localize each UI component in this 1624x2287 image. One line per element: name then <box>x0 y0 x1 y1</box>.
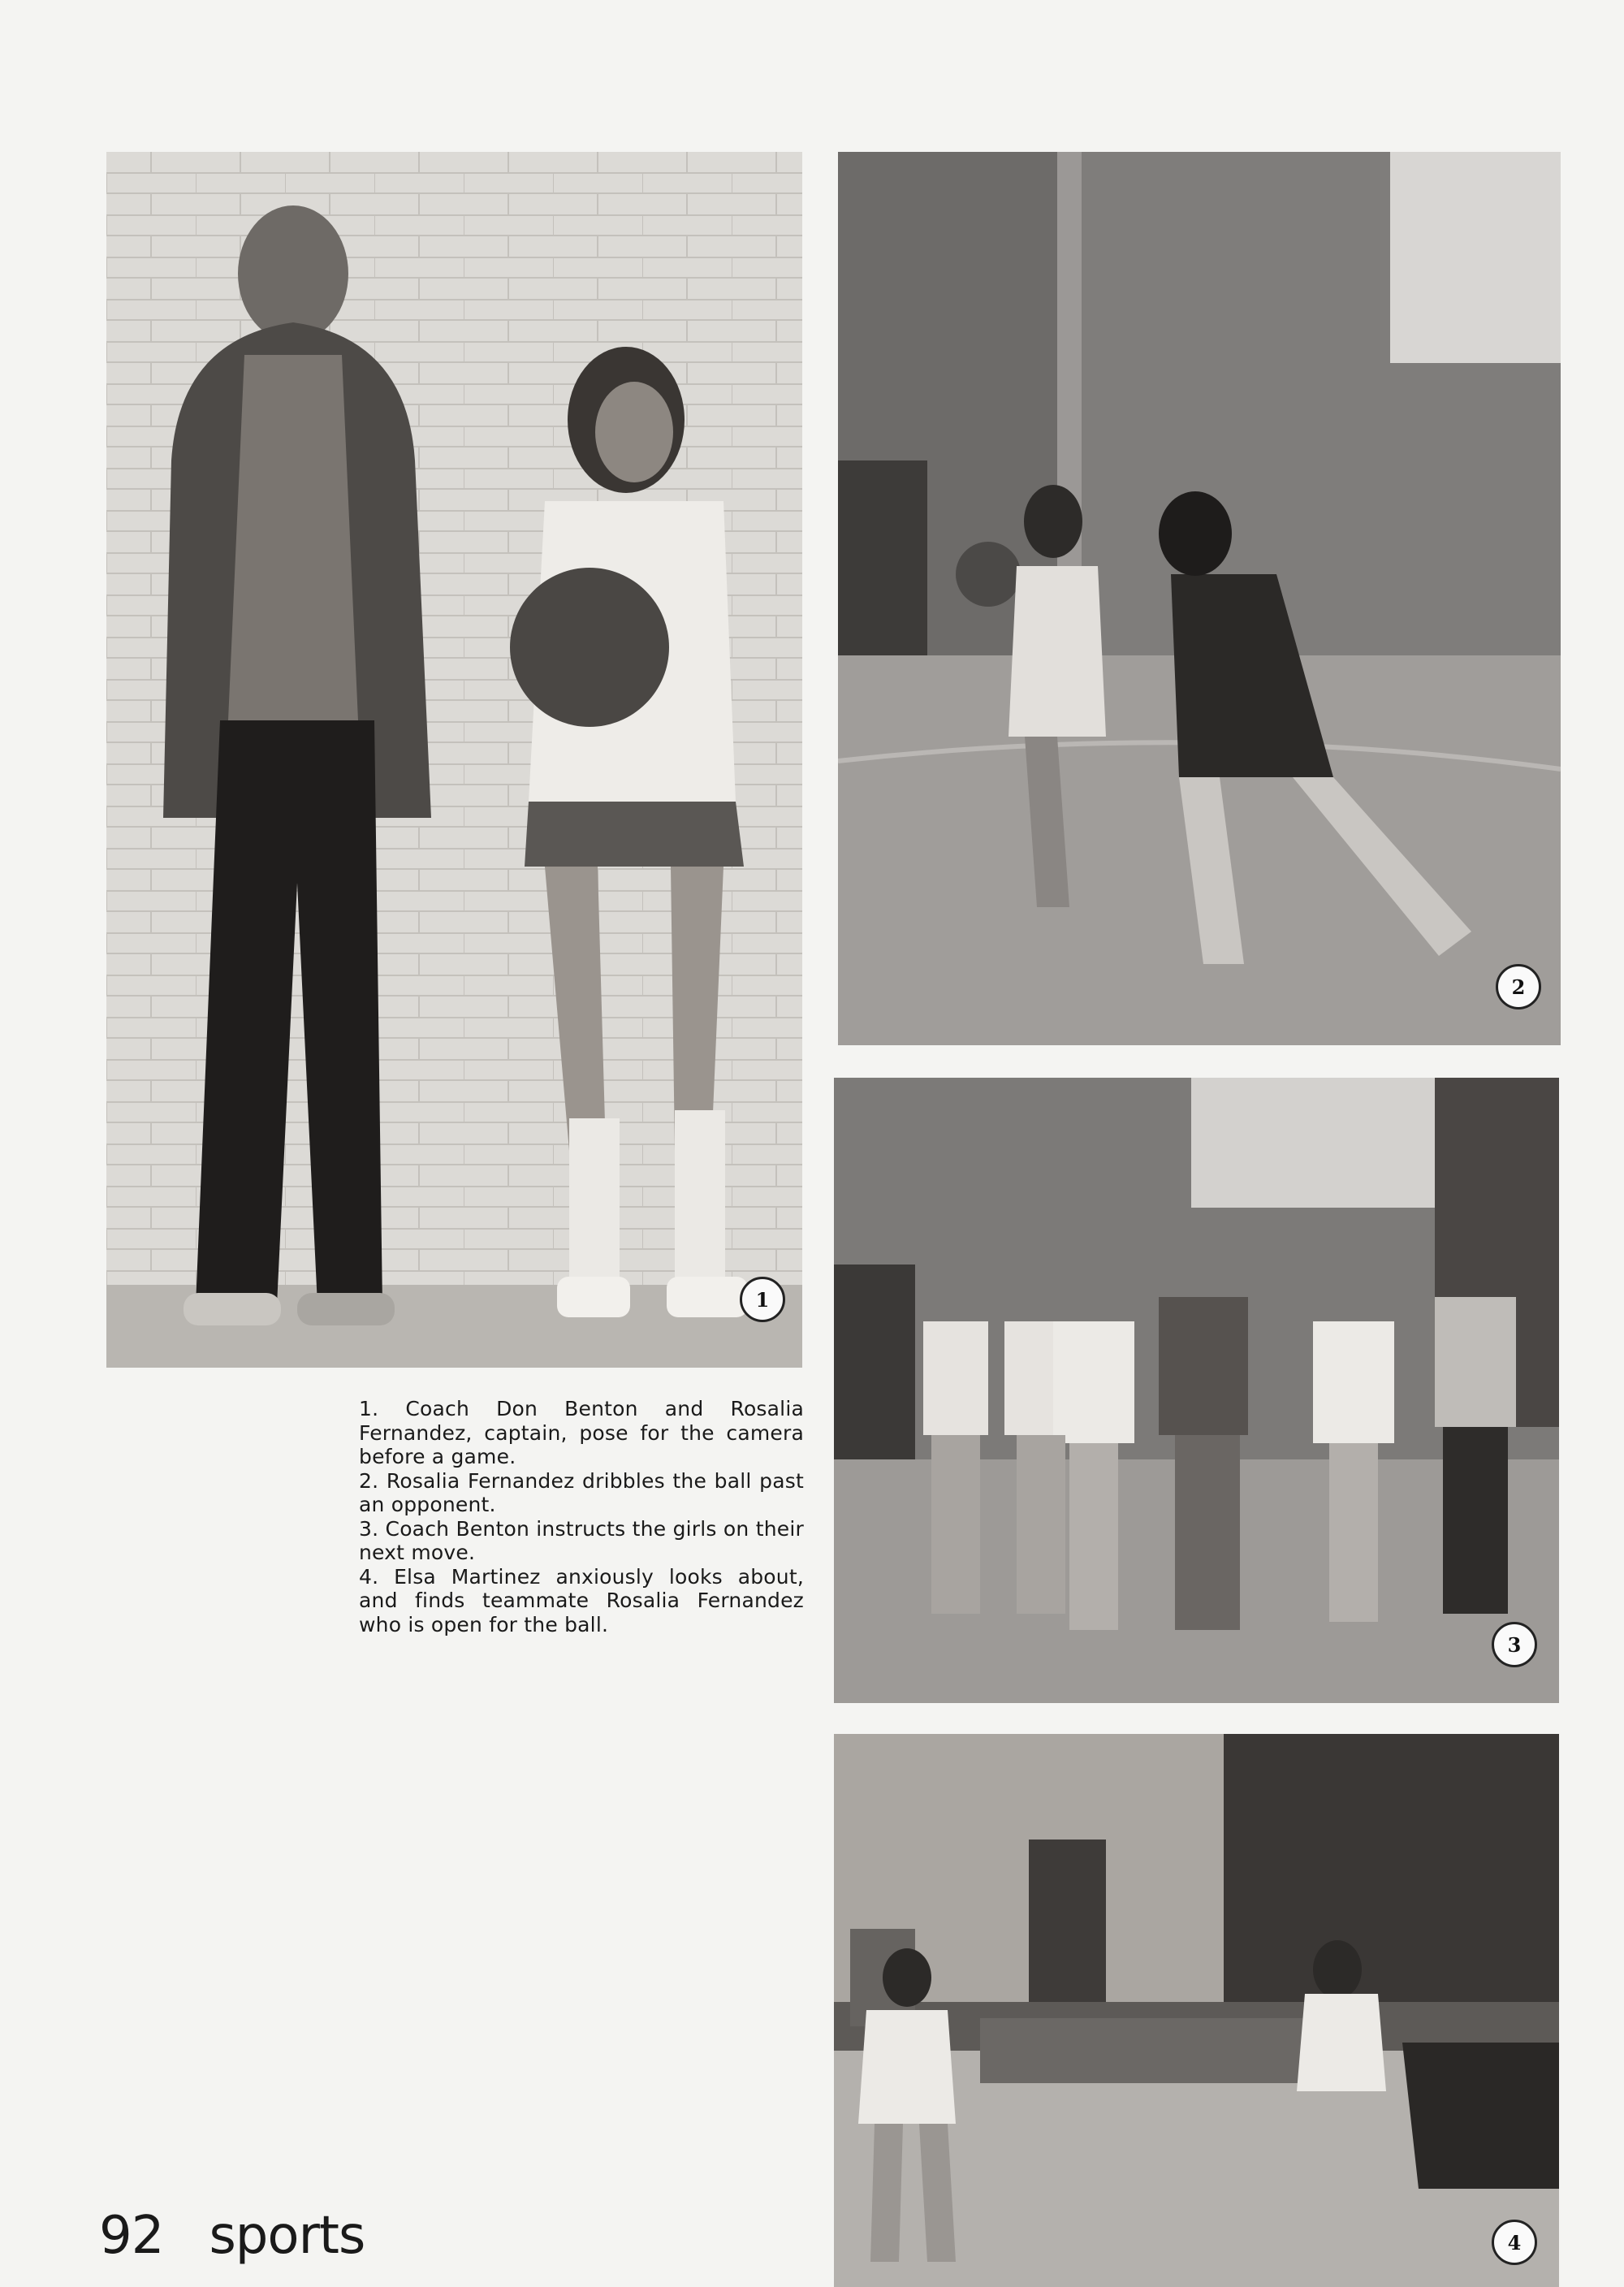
photo-number-badge: 1 <box>740 1277 785 1322</box>
page-folio <box>99 2206 365 2266</box>
photo-captions <box>359 1397 804 1636</box>
caption-3: 3. Coach Benton instructs the girls on their next move. <box>359 1516 804 1564</box>
photo-number-badge: 2 <box>1496 964 1541 1009</box>
caption-1: 1. Coach Don Benton and Rosalia Fernandez, captain, pose for the camera before a game. <box>359 1397 804 1468</box>
page-number: 92 <box>99 2206 164 2266</box>
section-title: sports <box>209 2206 365 2266</box>
photo-4-image <box>834 1734 1559 2287</box>
photo-2-image <box>838 152 1561 1045</box>
photo-number-badge: 4 <box>1492 2220 1537 2265</box>
photo-dribbling <box>838 152 1561 1045</box>
photo-coach-instructs <box>834 1078 1559 1703</box>
photo-finds-teammate <box>834 1734 1559 2287</box>
photo-1-image <box>106 152 802 1368</box>
photo-number-badge: 3 <box>1492 1622 1537 1667</box>
caption-2: 2. Rosalia Fernandez dribbles the ball past an opponent. <box>359 1468 804 1516</box>
photo-3-image <box>834 1078 1559 1703</box>
photo-coach-and-captain <box>106 152 802 1368</box>
caption-4: 4. Elsa Martinez anxiously looks about, and finds teammate Rosalia Fernandez who is open for the ball. <box>359 1564 804 1636</box>
